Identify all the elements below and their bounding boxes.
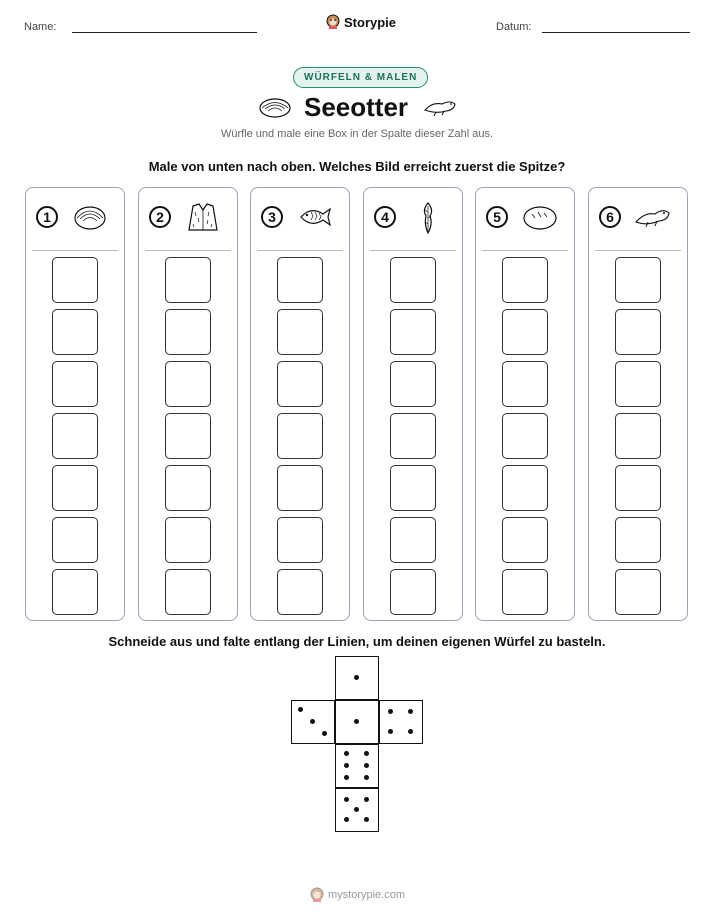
color-box[interactable] bbox=[165, 413, 211, 459]
column-6 bbox=[588, 187, 688, 621]
clam-icon bbox=[70, 200, 110, 234]
die-pip bbox=[344, 751, 349, 756]
die-pip bbox=[344, 775, 349, 780]
name-label: Name: bbox=[24, 21, 57, 33]
color-box[interactable] bbox=[502, 257, 548, 303]
color-box[interactable] bbox=[390, 309, 436, 355]
color-box[interactable] bbox=[165, 257, 211, 303]
die-pip bbox=[364, 817, 369, 822]
die-pip bbox=[354, 719, 359, 724]
column-2 bbox=[138, 187, 238, 621]
date-line[interactable] bbox=[542, 32, 690, 33]
die-pip bbox=[364, 775, 369, 780]
color-box[interactable] bbox=[615, 257, 661, 303]
color-box[interactable] bbox=[52, 569, 98, 615]
column-number: 3 bbox=[261, 206, 283, 228]
die-face-4 bbox=[379, 700, 423, 744]
color-box[interactable] bbox=[502, 361, 548, 407]
brand-logo bbox=[326, 14, 396, 30]
subtitle: Würfle und male eine Box in der Spalte dieser Zahl aus. bbox=[220, 128, 494, 140]
column-1 bbox=[25, 187, 125, 621]
color-box[interactable] bbox=[615, 413, 661, 459]
die-pip bbox=[310, 719, 315, 724]
activity-badge: WÜRFELN & MALEN bbox=[293, 67, 428, 88]
color-box[interactable] bbox=[165, 309, 211, 355]
color-box[interactable] bbox=[390, 361, 436, 407]
die-pip bbox=[298, 707, 303, 712]
date-label: Datum: bbox=[496, 21, 532, 33]
die-face-5 bbox=[335, 788, 379, 832]
die-pip bbox=[408, 709, 413, 714]
color-box[interactable] bbox=[277, 361, 323, 407]
sea-otter-icon bbox=[422, 94, 458, 118]
column-number: 4 bbox=[374, 206, 396, 228]
kelp-icon bbox=[408, 200, 448, 234]
page-title: Seeotter bbox=[304, 92, 409, 122]
color-box[interactable] bbox=[52, 309, 98, 355]
footer bbox=[310, 887, 405, 903]
clam-icon bbox=[258, 95, 292, 119]
die-pip bbox=[408, 729, 413, 734]
color-box[interactable] bbox=[277, 517, 323, 563]
footer-url[interactable]: mystorypie.com bbox=[328, 889, 406, 901]
color-box[interactable] bbox=[390, 465, 436, 511]
column-3 bbox=[250, 187, 350, 621]
die-face-6 bbox=[335, 744, 379, 788]
column-5 bbox=[475, 187, 575, 621]
color-box[interactable] bbox=[390, 569, 436, 615]
color-box[interactable] bbox=[52, 465, 98, 511]
cut-instruction: Schneide aus und falte entlang der Linien, um deinen eigenen Würfel zu basteln. bbox=[108, 634, 606, 649]
color-box[interactable] bbox=[165, 569, 211, 615]
die-pip bbox=[354, 807, 359, 812]
name-line[interactable] bbox=[72, 32, 257, 33]
color-box[interactable] bbox=[502, 465, 548, 511]
color-box[interactable] bbox=[390, 257, 436, 303]
color-box[interactable] bbox=[615, 309, 661, 355]
color-box[interactable] bbox=[52, 361, 98, 407]
instruction-text: Male von unten nach oben. Welches Bild erreicht zuerst die Spitze? bbox=[148, 159, 566, 174]
die-face-3 bbox=[291, 700, 335, 744]
color-box[interactable] bbox=[52, 517, 98, 563]
column-number: 1 bbox=[36, 206, 58, 228]
color-box[interactable] bbox=[615, 517, 661, 563]
column-4 bbox=[363, 187, 463, 621]
die-pip bbox=[344, 797, 349, 802]
die-pip bbox=[344, 763, 349, 768]
color-box[interactable] bbox=[52, 257, 98, 303]
sea-otter-icon bbox=[633, 200, 673, 234]
die-pip bbox=[364, 763, 369, 768]
color-box[interactable] bbox=[277, 257, 323, 303]
column-divider bbox=[32, 250, 118, 251]
die-pip bbox=[354, 675, 359, 680]
column-divider bbox=[595, 250, 681, 251]
color-box[interactable] bbox=[52, 413, 98, 459]
color-box[interactable] bbox=[390, 413, 436, 459]
die-pip bbox=[388, 729, 393, 734]
die-pip bbox=[364, 797, 369, 802]
color-box[interactable] bbox=[277, 465, 323, 511]
color-box[interactable] bbox=[502, 413, 548, 459]
column-divider bbox=[257, 250, 343, 251]
color-box[interactable] bbox=[277, 309, 323, 355]
color-box[interactable] bbox=[502, 309, 548, 355]
color-box[interactable] bbox=[165, 465, 211, 511]
otter-mascot-icon bbox=[326, 14, 340, 30]
die-face-1 bbox=[335, 700, 379, 744]
fish-icon bbox=[295, 200, 335, 234]
otter-mascot-icon bbox=[310, 887, 324, 903]
die-pip bbox=[322, 731, 327, 736]
die-face-1 bbox=[335, 656, 379, 700]
bread-icon bbox=[520, 200, 560, 234]
die-pip bbox=[344, 817, 349, 822]
column-divider bbox=[370, 250, 456, 251]
color-box[interactable] bbox=[615, 361, 661, 407]
color-box[interactable] bbox=[277, 569, 323, 615]
color-box[interactable] bbox=[502, 517, 548, 563]
column-number: 2 bbox=[149, 206, 171, 228]
column-number: 6 bbox=[599, 206, 621, 228]
column-divider bbox=[482, 250, 568, 251]
color-box[interactable] bbox=[277, 413, 323, 459]
column-divider bbox=[145, 250, 231, 251]
column-number: 5 bbox=[486, 206, 508, 228]
fur-coat-icon bbox=[183, 200, 223, 234]
color-box[interactable] bbox=[390, 517, 436, 563]
color-box[interactable] bbox=[615, 465, 661, 511]
color-box[interactable] bbox=[615, 569, 661, 615]
die-pip bbox=[364, 751, 369, 756]
color-box[interactable] bbox=[502, 569, 548, 615]
color-box[interactable] bbox=[165, 361, 211, 407]
die-pip bbox=[388, 709, 393, 714]
color-box[interactable] bbox=[165, 517, 211, 563]
brand-name: Storypie bbox=[344, 14, 397, 30]
